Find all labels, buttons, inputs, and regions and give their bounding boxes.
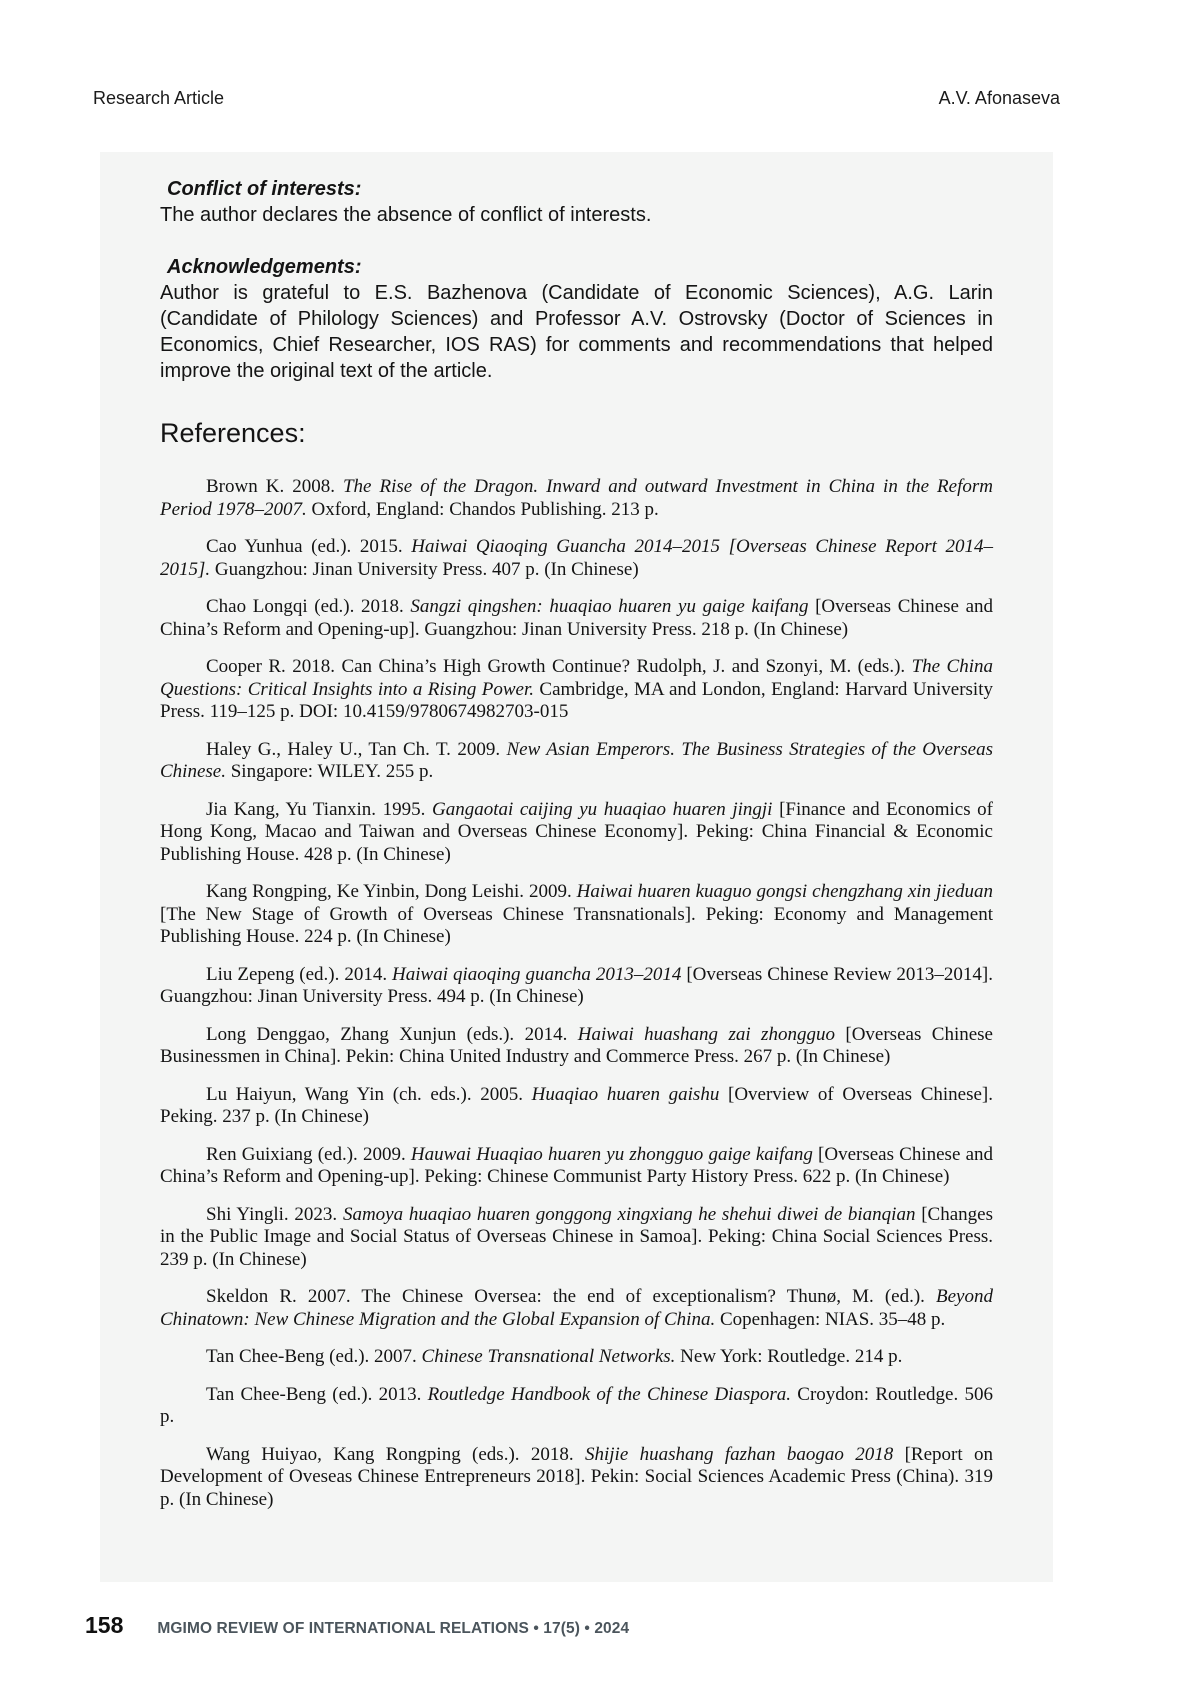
references-list bbox=[160, 476, 993, 1511]
references-heading: References: bbox=[160, 418, 306, 448]
reference-item: Shi Yingli. 2023. Samoya huaqiao huaren gonggong xingxiang he shehui diwei de bianqian [Changes in the Public Image and Social Status of Overseas Chinese in Samoa]. Peking: China Social Sciences Press. 239 p. (In Chinese) bbox=[160, 1203, 993, 1270]
reference-item: Kang Rongping, Ke Yinbin, Dong Leishi. 2009. Haiwai huaren kuaguo gongsi chengzhang xin jieduan [The New Stage of Growth of Overseas Chinese Transnationals]. Peking: Economy and Management Publishing House. 224 p. (In Chinese) bbox=[160, 881, 993, 947]
page-footer bbox=[85, 1612, 629, 1639]
reference-item: Chao Longqi (ed.). 2018. Sangzi qingshen: huaqiao huaren yu gaige kaifang [Overseas Chinese and China’s Reform and Opening-up]. Guangzhou: Jinan University Press. 218 p. (In Chinese) bbox=[160, 596, 994, 640]
content-panel bbox=[100, 152, 1053, 1582]
reference-item: Long Denggao, Zhang Xunjun (eds.). 2014. Haiwai huashang zai zhongguo [Overseas Chinese Businessmen in China]. Pekin: China United Industry and Commerce Press. 267 p. (In Chinese) bbox=[160, 1023, 993, 1067]
reference-item: Skeldon R. 2007. The Chinese Oversea: the end of exceptionalism? Thunø, M. (ed.). Beyond Chinatown: New Chinese Migration and the Global Expansion of China. Copenhagen: NIAS. 35–48 p. bbox=[160, 1286, 993, 1330]
conflict-of-interests-text: The author declares the absence of conflict of interests. bbox=[160, 204, 652, 226]
reference-item: Liu Zepeng (ed.). 2014. Haiwai qiaoqing guancha 2013–2014 [Overseas Chinese Review 2013–2014]. Guangzhou: Jinan University Press. 494 p. (In Chinese) bbox=[160, 963, 993, 1007]
journal-title-line: MGIMO REVIEW OF INTERNATIONAL RELATIONS • 17(5) • 2024 bbox=[157, 1620, 630, 1637]
reference-item: Wang Huiyao, Kang Rongping (eds.). 2018. Shijie huashang fazhan baogao 2018 [Report on Development of Oveseas Chinese Entrepreneurs 2018]. Pekin: Social Sciences Academic Press (China). 319 p. (In Chinese) bbox=[160, 1443, 993, 1510]
page-number: 158 bbox=[85, 1612, 124, 1638]
reference-item: Tan Chee-Beng (ed.). 2013. Routledge Handbook of the Chinese Diaspora. Croydon: Routledge. 506 p. bbox=[160, 1383, 993, 1427]
reference-item: Brown K. 2008. The Rise of the Dragon. Inward and outward Investment in China in the Reform Period 1978–2007. Oxford, England: Chandos Publishing. 213 p. bbox=[160, 476, 993, 520]
acknowledgements-heading: Acknowledgements: bbox=[167, 256, 362, 278]
reference-item: Ren Guixiang (ed.). 2009. Hauwai Huaqiao huaren yu zhongguo gaige kaifang [Overseas Chinese and China’s Reform and Opening-up]. Peking: Chinese Communist Party History Press. 622 p. (In Chinese) bbox=[160, 1143, 994, 1187]
reference-item: Jia Kang, Yu Tianxin. 1995. Gangaotai caijing yu huaqiao huaren jingji [Finance and Economics of Hong Kong, Macao and Taiwan and Overseas Chinese Economy]. Peking: China Financial & Economic Publishing House. 428 p. (In Chinese) bbox=[160, 798, 994, 865]
reference-item: Tan Chee-Beng (ed.). 2007. Chinese Transnational Networks. New York: Routledge. 214 p. bbox=[206, 1346, 903, 1367]
conflict-of-interests-heading: Conflict of interests: bbox=[167, 178, 362, 200]
header-author-name: A.V. Afonaseva bbox=[938, 88, 1060, 108]
reference-item: Cao Yunhua (ed.). 2015. Haiwai Qiaoqing Guancha 2014–2015 [Overseas Chinese Report 2014–2015]. Guangzhou: Jinan University Press. 407 p. (In Chinese) bbox=[160, 536, 993, 580]
running-header bbox=[93, 88, 1060, 109]
reference-item: Lu Haiyun, Wang Yin (ch. eds.). 2005. Huaqiao huaren gaishu [Overview of Overseas Chinese]. Peking. 237 p. (In Chinese) bbox=[160, 1083, 994, 1127]
acknowledgements-text: Author is grateful to E.S. Bazhenova (Candidate of Economic Sciences), A.G. Larin (Candidate of Philology Sciences) and Professor A.V. Ostrovsky (Doctor of Sciences in Economics, Chief Researcher, IOS RAS) for comments and recommendations that helped improve the original text of the article. bbox=[160, 282, 993, 382]
header-article-type: Research Article bbox=[93, 88, 225, 108]
reference-item: Cooper R. 2018. Can China’s High Growth Continue? Rudolph, J. and Szonyi, M. (eds.). The China Questions: Critical Insights into a Rising Power. Cambridge, MA and London, England: Harvard University Press. 119–125 p. DOI: 10.4159/9780674982703-015 bbox=[160, 656, 993, 722]
reference-item: Haley G., Haley U., Tan Ch. T. 2009. New Asian Emperors. The Business Strategies of the Overseas Chinese. Singapore: WILEY. 255 p. bbox=[160, 738, 993, 782]
